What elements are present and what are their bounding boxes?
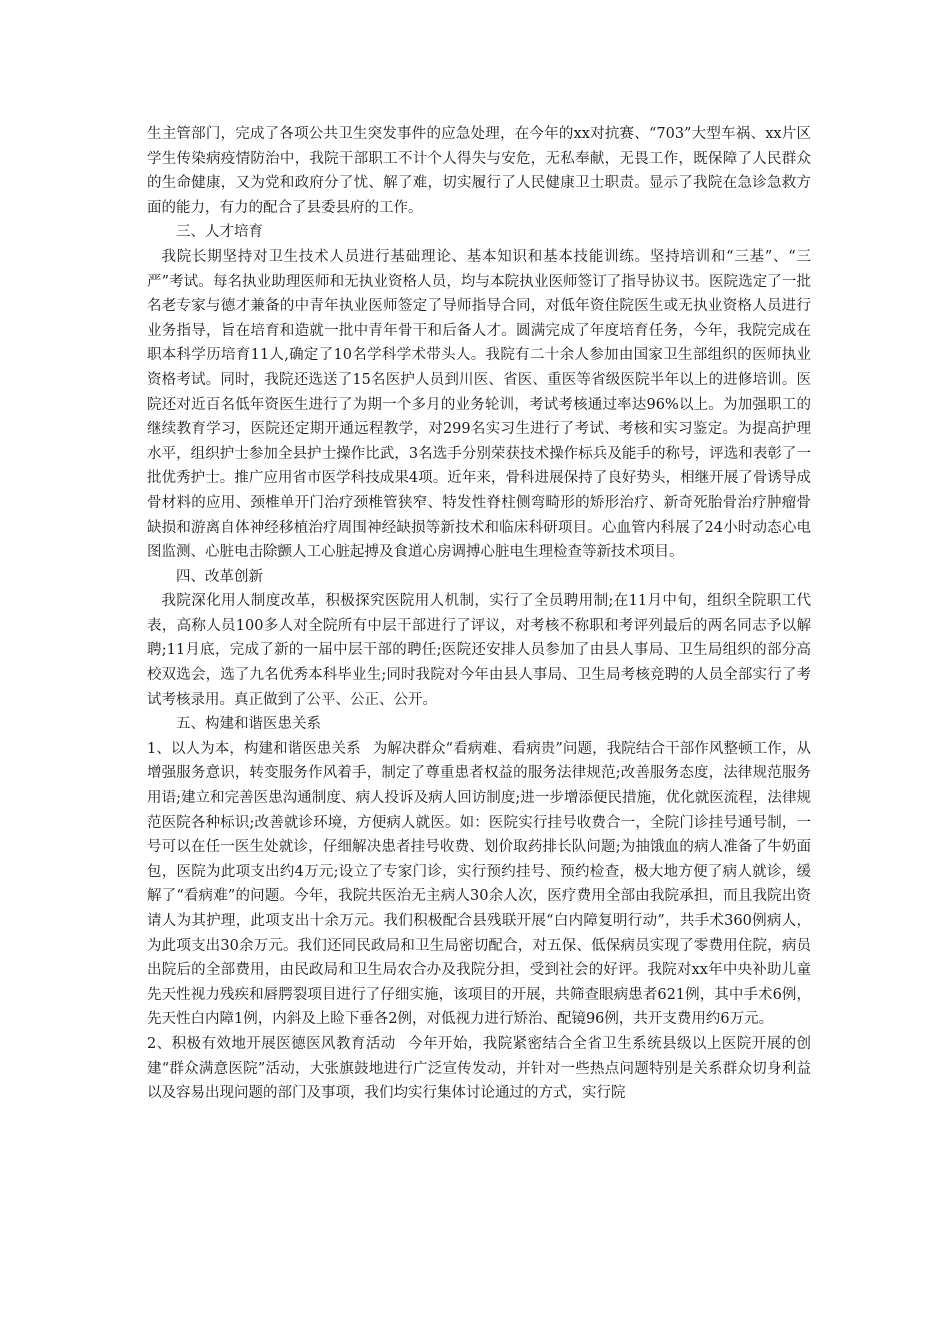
list-item-people-oriented	[147, 737, 811, 1032]
reform-innovation-paragraph: 我院深化用人制度改革，积极探究医院用人机制，实行了全员聘用制;在11月中旬，组织全院职工代表，高称人员100多人对全院所有中层干部进行了评议，对考核不称职和考评列最后的两名同志予以解聘;11月底，完成了新的一届中层干部的聘任;医院还安排人员参加了由县人事局、卫生局组织的部分高校双选会，选了九名优秀本科毕业生;同时我院对今年由县人事局、卫生局考核竞聘的人员全部实行了考试考核录用。真正做到了公平、公正、公开。	[147, 593, 811, 708]
list-item-title: 2、积极有效地开展医德医风教育活动	[147, 1035, 396, 1052]
section-heading-reform-innovation: 四、改革创新	[176, 568, 263, 585]
document-body	[147, 122, 811, 1106]
list-item-title: 1、以人为本，构建和谐医患关系	[147, 740, 361, 757]
list-item-body: 今年开始，我院紧密结合全省卫生系统县级以上医院开展的创建“群众满意医院”活动，大张旗鼓地进行广泛宣传发动，并针对一些热点问题特别是关系群众切身利益以及容易出现问题的部门及事项，我们均实行集体讨论通过的方式，实行院	[147, 1035, 812, 1102]
list-item-medical-ethics	[147, 1032, 811, 1106]
talent-training-paragraph: 我院长期坚持对卫生技术人员进行基础理论、基本知识和基本技能训练。坚持培训和“三基”、“三严”考试。每名执业助理医师和无执业资格人员，均与本院执业医师签订了指导协议书。医院选定了一批名老专家与德才兼备的中青年执业医师签定了导师指导合同，对低年资住院医生或无执业资格人员进行业务指导，旨在培育和造就一批中青年骨干和后备人才。圆满完成了年度培育任务，今年，我院完成在职本科学历培育11人,确定了10名学科学术带头人。我院有二十余人参加由国家卫生部组织的医师执业资格考试。同时，我院还选送了15名医护人员到川医、省医、重医等省级医院半年以上的进修培训。医院还对近百名低年资医生进行了为期一个多月的业务轮训，考试考核通过率达96%以上。为加强职工的继续教育学习，医院还定期开通远程教学，对299名实习生进行了考试、考核和实习鉴定。为提高护理水平，组织护士参加全县护士操作比武，3名选手分别荣获技术操作标兵及能手的称号，评选和表彰了一批优秀护士。推广应用省市医学科技成果4项。近年来，骨科进展保持了良好势头，相继开展了骨诱导成骨材料的应用、颈椎单开门治疗颈椎管狭窄、特发性脊柱侧弯畸形的矫形治疗、新奇死胎骨治疗肿瘤骨缺损和游离自体神经移植治疗周围神经缺损等新技术和临床科研项目。心血管内科展了24小时动态心电图监测、心脏电击除颤人工心脏起搏及食道心房调搏心脏电生理检查等新技术项目。	[147, 248, 811, 561]
section-heading-harmonious-relations: 五、构建和谐医患关系	[176, 716, 321, 733]
intro-paragraph: 生主管部门，完成了各项公共卫生突发事件的应急处理，在今年的xx对抗赛、“703”大型车祸、xx片区学生传染病疫情防治中，我院干部职工不计个人得失与安危，无私奉献，无畏工作，既保障了人民群众的生命健康，又为党和政府分了忧、解了难，切实履行了人民健康卫士职责。显示了我院在急诊急救方面的能力，有力的配合了县委县府的工作。	[147, 126, 811, 216]
section-heading-talent-training: 三、人才培育	[176, 224, 263, 241]
list-item-body: 为解决群众“看病难、看病贵”问题，我院结合干部作风整顿工作，从增强服务意识，转变服务作风着手，制定了尊重患者权益的服务法律规范;改善服务态度，法律规范服务用语;建立和完善医患沟通制度、病人投诉及病人回访制度;进一步增添便民措施，优化就医流程，法律规范医院各种标识;改善就诊环境，方便病人就医。如：医院实行挂号收费合一，全院门诊挂号通号制，一号可以在任一医生处就诊，仔细解决患者挂号收费、划价取药排长队问题;为抽饿血的病人准备了牛奶面包，医院为此项支出约4万元;设立了专家门诊，实行预约挂号、预约检查，极大地方便了病人就诊，缓解了“看病难”的问题。今年，我院共医治无主病人30余人次，医疗费用全部由我院承担，而且我院出资请人为其护理，此项支出十余万元。我们积极配合县残联开展“白内障复明行动”，共手术360例病人，为此项支出30余万元。我们还同民政局和卫生局密切配合，对五保、低保病员实现了零费用住院，病员出院后的全部费用，由民政局和卫生局农合办及我院分担，受到社会的好评。我院对xx年中央补助儿童先天性视力残疾和唇腭裂项目进行了仔细实施，该项目的开展，共筛查眼病患者621例，其中手术6例，先天性白内障1例，内斜及上睑下垂各2例，对低视力进行矫治、配镜96例，共开支费用约6万元。	[147, 740, 811, 1028]
